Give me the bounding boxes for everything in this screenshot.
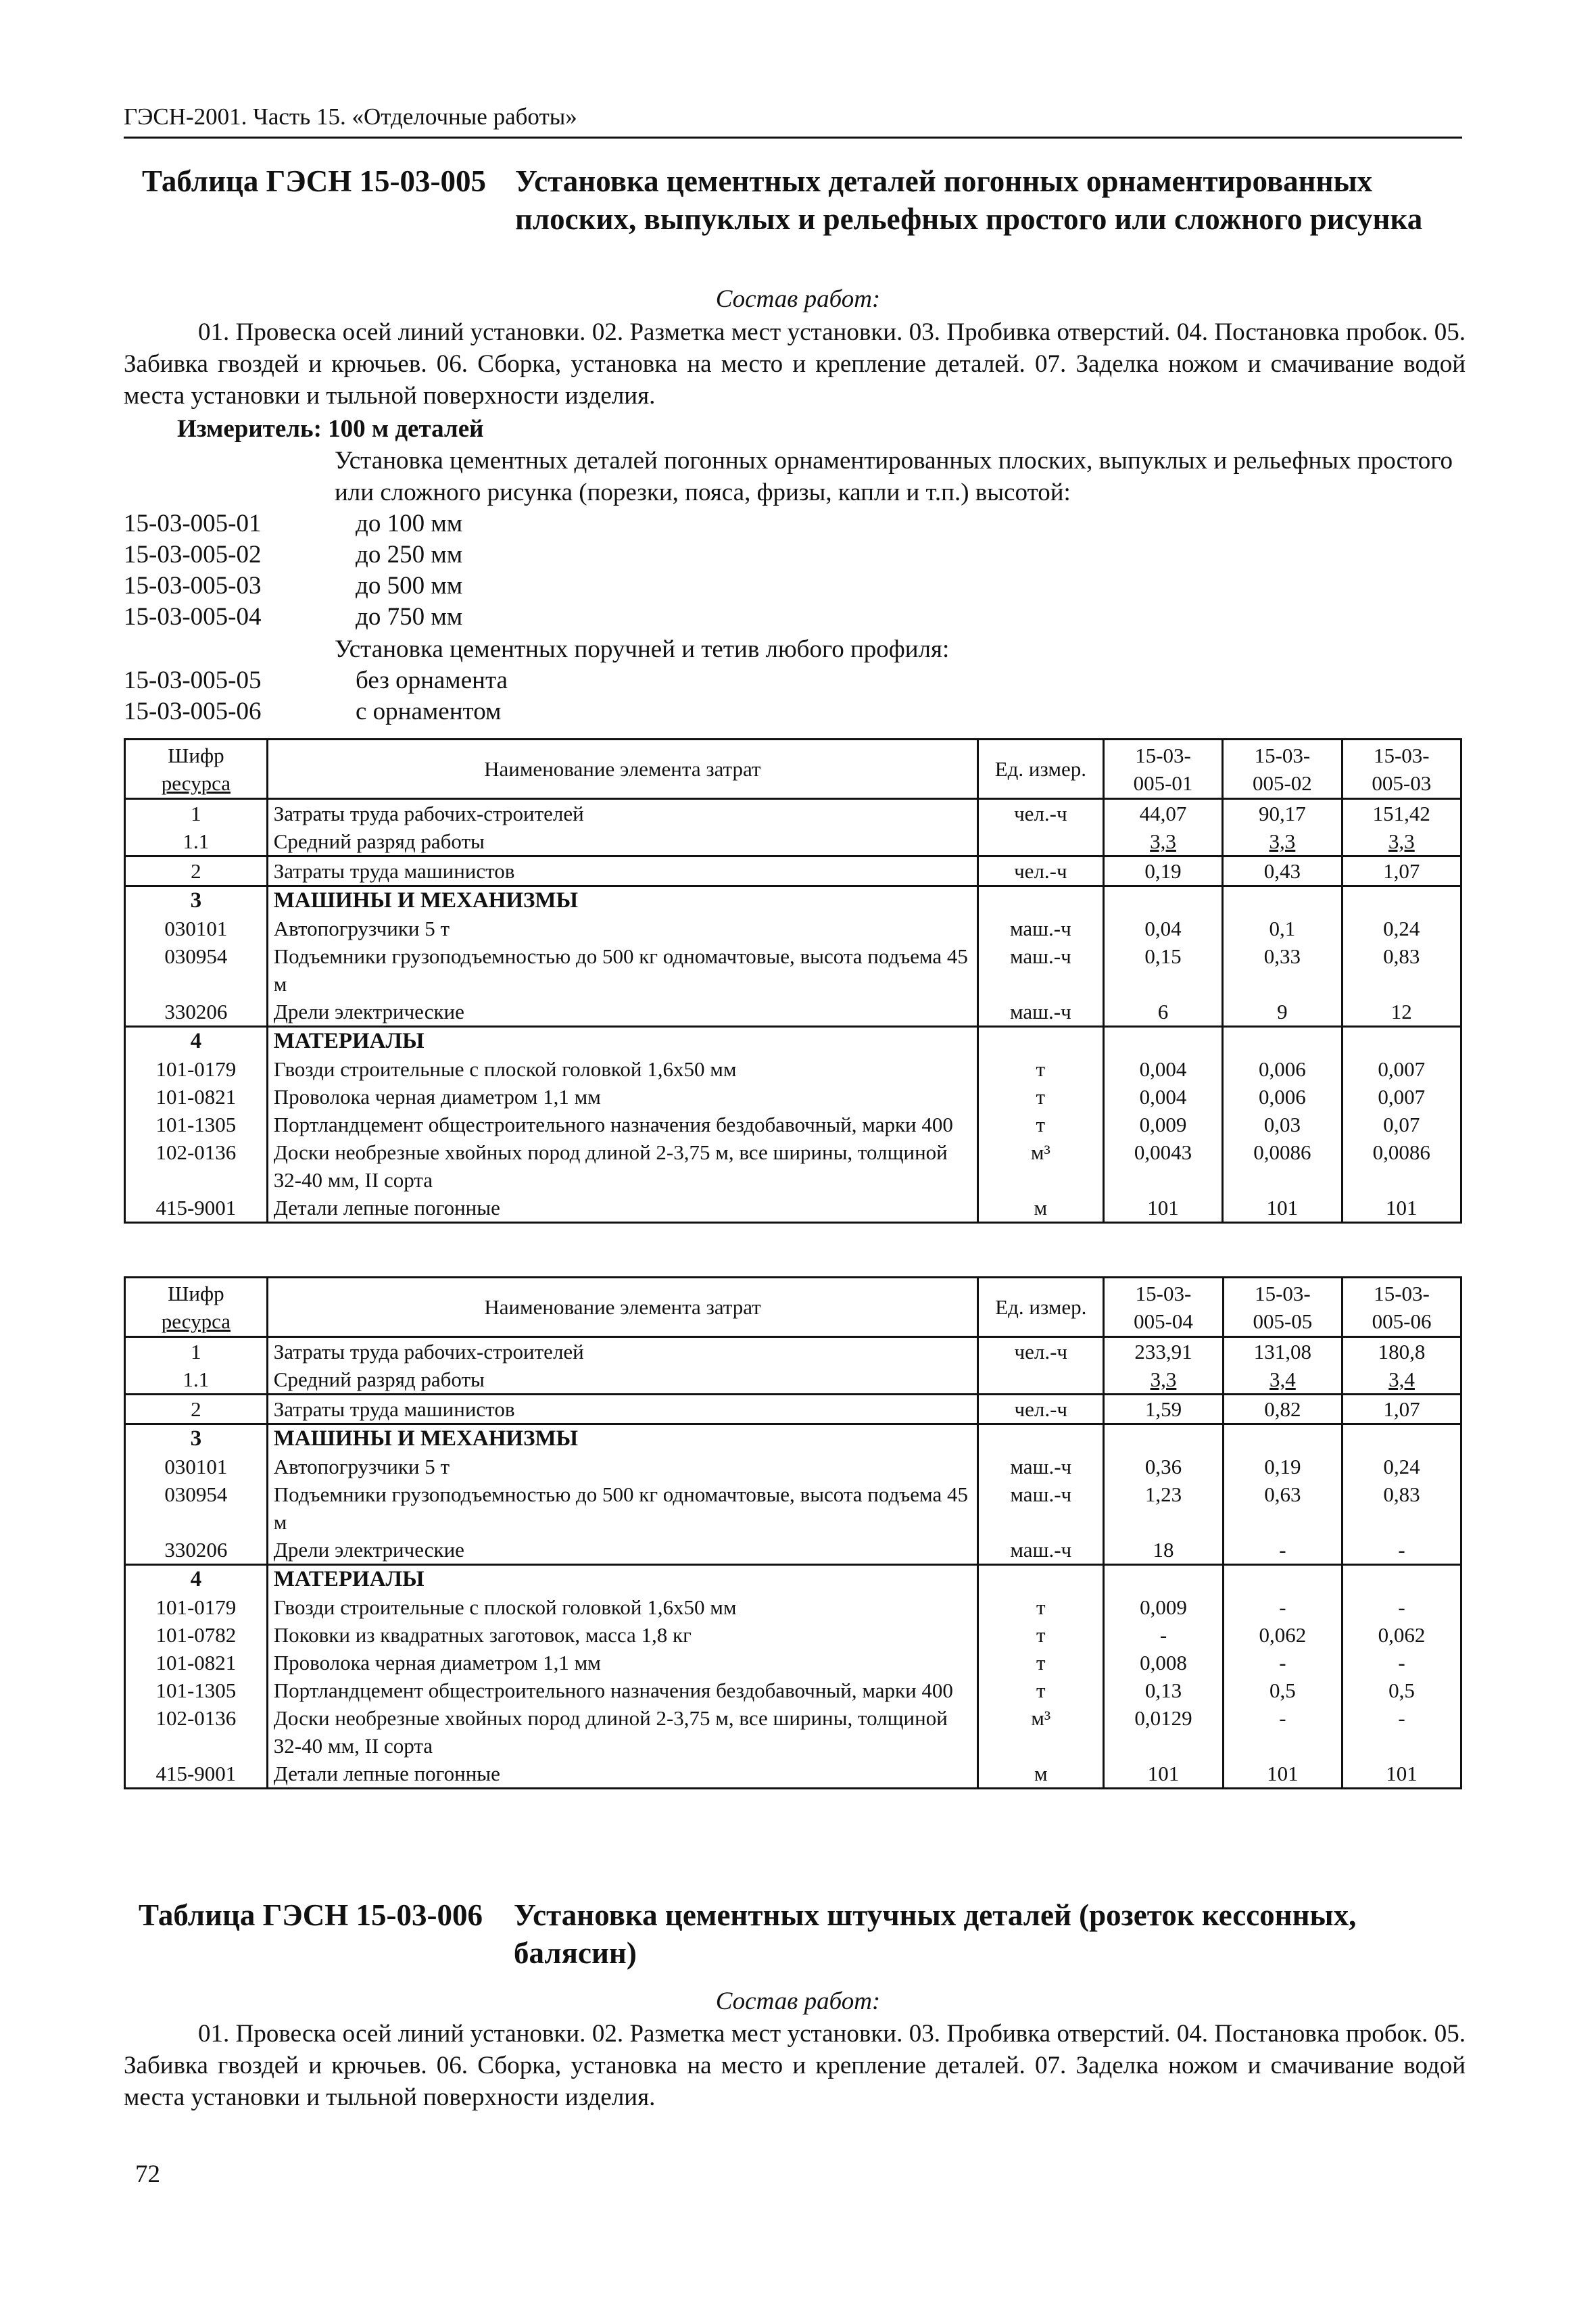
row-value: 1,59 [1104,1395,1223,1424]
table-row [125,915,1461,942]
row-value [1103,1027,1222,1056]
row-unit: м [978,1760,1104,1789]
row-value: 0,19 [1103,857,1222,886]
row-value: 3,3 [1104,1366,1223,1395]
row-value: 1,23 [1104,1480,1223,1536]
row-code: 330206 [125,1536,268,1565]
row-value: 6 [1103,998,1222,1027]
col-code-l2: 005-03 [1372,771,1432,795]
row-code: 3 [125,1424,268,1453]
row-value: - [1104,1621,1223,1649]
col-code-l2: 005-01 [1133,771,1193,795]
group-heading: МАТЕРИАЛЫ [267,1027,977,1056]
table-row [125,1536,1461,1565]
row-value [1223,1565,1342,1594]
row-code: 1.1 [125,1366,268,1395]
row-code: 1 [125,1337,268,1366]
row-code: 030954 [125,1480,268,1536]
row-value [1342,886,1461,915]
header-code-line2: ресурса [161,1309,231,1333]
row-code: 4 [125,1565,268,1594]
row-value: 9 [1223,998,1342,1027]
row-value: 101 [1103,1194,1222,1223]
row-value: 0,009 [1103,1111,1222,1138]
row-value: 0,004 [1103,1055,1222,1083]
row-value: 0,36 [1104,1453,1223,1480]
norm-code: 15-03-005-01 [124,510,262,537]
row-value: 0,19 [1223,1453,1342,1480]
table-row [125,1565,1461,1594]
row-unit [977,1027,1103,1056]
row-value: 0,008 [1104,1649,1223,1676]
row-value: 18 [1104,1536,1223,1565]
row-value: - [1223,1704,1342,1760]
sostav-text: 01. Провеска осей линий установки. 02. Разметка мест установки. 03. Пробивка отверстий. 04. Постановка пробок. 05. Забивка гвоздей и крючьев. 06. Сборка, установка на место и крепление деталей. 07. Заделка ножом и смачивание водой места установки и тыльной поверхности изделия. [124,318,1466,410]
table-row [125,1366,1461,1395]
row-value [1104,1565,1223,1594]
header-name: Наименование элемента затрат [267,1278,977,1337]
row-value: 233,91 [1104,1337,1223,1366]
norm-code: 15-03-005-02 [124,541,262,569]
row-value: 3,3 [1223,827,1342,857]
row-unit: чел.-ч [977,857,1103,886]
row-code: 2 [125,857,268,886]
row-name: Подъемники грузоподъемностью до 500 кг одномачтовые, высота подъема 45 м [267,942,977,998]
row-value: 0,006 [1223,1083,1342,1111]
row-unit: чел.-ч [978,1337,1104,1366]
row-code: 101-0179 [125,1055,268,1083]
row-code: 330206 [125,998,268,1027]
row-code: 415-9001 [125,1760,268,1789]
table-row [125,1424,1461,1453]
row-unit: чел.-ч [977,799,1103,828]
row-unit [978,1366,1104,1395]
row-value [1223,1027,1342,1056]
table-row [125,1704,1461,1760]
table-row [125,998,1461,1027]
row-value: 0,006 [1223,1055,1342,1083]
row-unit: маш.-ч [977,998,1103,1027]
row-value: 3,3 [1103,827,1222,857]
row-value: 0,5 [1343,1676,1461,1704]
norm-desc: до 750 мм [356,603,463,631]
header-norm-col [1342,740,1461,799]
col-code-l1: 15-03- [1135,743,1191,767]
header-unit: Ед. измер. [977,740,1103,799]
row-code: 2 [125,1395,268,1424]
row-value: 0,004 [1103,1083,1222,1111]
header-norm-col [1103,740,1222,799]
row-value: 101 [1223,1194,1342,1223]
row-unit: м³ [978,1704,1104,1760]
row-unit: м³ [977,1138,1103,1194]
row-unit: маш.-ч [978,1536,1104,1565]
row-code: 102-0136 [125,1704,268,1760]
sostav-label-2: Состав работ: [715,1987,881,2015]
table-row [125,1453,1461,1480]
header-code [125,1278,268,1337]
row-value: - [1223,1649,1342,1676]
norm-desc: до 100 мм [356,510,463,537]
row-code: 101-1305 [125,1676,268,1704]
row-name: Автопогрузчики 5 т [267,915,977,942]
row-unit: т [978,1593,1104,1621]
row-value: - [1343,1536,1461,1565]
table-row [125,1083,1461,1111]
row-unit: т [978,1649,1104,1676]
table-row [125,942,1461,998]
table-row [125,857,1461,886]
row-unit: чел.-ч [978,1395,1104,1424]
col-code-l1: 15-03- [1135,1281,1192,1305]
norm-code: 15-03-005-05 [124,667,262,694]
group-heading: МАТЕРИАЛЫ [267,1565,977,1594]
row-code: 3 [125,886,268,915]
row-unit: т [978,1621,1104,1649]
row-value: 0,0086 [1342,1138,1461,1194]
row-value: 180,8 [1343,1337,1461,1366]
row-value [1103,886,1222,915]
header-unit: Ед. измер. [978,1278,1104,1337]
running-head: ГЭСН-2001. Часть 15. «Отделочные работы» [124,101,1462,139]
table-row [125,1676,1461,1704]
row-value: 0,04 [1103,915,1222,942]
row-unit [977,886,1103,915]
row-name: Затраты труда машинистов [267,1395,977,1424]
row-value: 101 [1223,1760,1342,1789]
row-value [1104,1424,1223,1453]
row-value: 0,83 [1343,1480,1461,1536]
row-name: Поковки из квадратных заготовок, масса 1,8 кг [267,1621,977,1649]
table-row [125,1055,1461,1083]
col-code-l1: 15-03- [1374,1281,1430,1305]
table-row [125,1194,1461,1223]
row-name: Портландцемент общестроительного назначения бездобавочный, марки 400 [267,1111,977,1138]
row-value: 0,43 [1223,857,1342,886]
col-code-l1: 15-03- [1255,1281,1311,1305]
col-code-l2: 005-04 [1134,1309,1193,1333]
measure-unit: Измеритель: 100 м деталей [177,415,484,443]
header-name: Наименование элемента затрат [267,740,977,799]
row-code: 101-0821 [125,1083,268,1111]
table-2-caption: Таблица ГЭСН 15-03-006 [139,1898,483,1932]
row-name: Затраты труда рабочих-строителей [267,1337,977,1366]
row-name: Затраты труда машинистов [267,857,977,886]
row-value: 0,15 [1103,942,1222,998]
row-value: 131,08 [1223,1337,1342,1366]
norm-desc: с орнаментом [356,698,502,725]
row-value: - [1343,1593,1461,1621]
row-unit: т [977,1111,1103,1138]
row-name: Средний разряд работы [267,1366,977,1395]
table-row [125,1621,1461,1649]
row-value [1342,1027,1461,1056]
row-value: 0,062 [1343,1621,1461,1649]
norm-code: 15-03-005-04 [124,603,262,631]
row-unit: т [977,1083,1103,1111]
table-2-title: Установка цементных штучных деталей (розеток кессонных, балясин) [514,1898,1357,1970]
row-name: Автопогрузчики 5 т [267,1453,977,1480]
header-norm-col [1223,740,1342,799]
row-unit: т [977,1055,1103,1083]
row-value: 0,24 [1343,1453,1461,1480]
sostav-label: Состав работ: [715,285,881,313]
norm-desc: до 250 мм [356,541,463,569]
row-value: 0,007 [1342,1055,1461,1083]
row-name: Доски необрезные хвойных пород длиной 2-3,75 м, все ширины, толщиной 32-40 мм, II сорта [267,1704,977,1760]
row-value [1343,1424,1461,1453]
row-name: Детали лепные погонные [267,1194,977,1223]
row-value: 0,1 [1223,915,1342,942]
row-name: Гвозди строительные с плоской головкой 1,6х50 мм [267,1055,977,1083]
table-1-heading [142,162,1467,277]
header-code [125,740,268,799]
row-value: - [1343,1704,1461,1760]
norm-code: 15-03-005-03 [124,572,262,600]
row-unit [978,1424,1104,1453]
col-code-l2: 005-06 [1372,1309,1432,1333]
table-row [125,1480,1461,1536]
row-value: 12 [1342,998,1461,1027]
sostav-text-2: 01. Провеска осей линий установки. 02. Разметка мест установки. 03. Пробивка отверстий. 04. Постановка пробок. 05. Забивка гвоздей и крючьев. 06. Сборка, установка на место и крепление деталей. 07. Заделка ножом и смачивание водой места установки и тыльной поверхности изделия. [124,2020,1466,2111]
row-value: 0,007 [1342,1083,1461,1111]
header-norm-col [1343,1278,1461,1337]
row-unit [978,1565,1104,1594]
row-code: 030954 [125,942,268,998]
group-heading: МАШИНЫ И МЕХАНИЗМЫ [267,886,977,915]
row-code: 101-0821 [125,1649,268,1676]
header-norm-col [1104,1278,1223,1337]
row-code: 102-0136 [125,1138,268,1194]
row-unit [977,827,1103,857]
table-header-row [125,740,1461,799]
row-code: 1 [125,799,268,828]
header-code-line1: Шифр [168,743,224,767]
table-row [125,886,1461,915]
table-header-row [125,1278,1461,1337]
table-row [125,1111,1461,1138]
resource-table-a [124,738,1462,1224]
row-name: Затраты труда рабочих-строителей [267,799,977,828]
row-value: 0,0086 [1223,1138,1342,1194]
row-code: 101-0782 [125,1621,268,1649]
row-name: Проволока черная диаметром 1,1 мм [267,1649,977,1676]
row-code: 101-0179 [125,1593,268,1621]
col-code-l2: 005-05 [1253,1309,1313,1333]
group-1-description: Установка цементных деталей погонных орнаментированных плоских, выпуклых и рельефных простого или сложного рисунка (порезки, пояса, фризы, капли и т.п.) высотой: [335,447,1453,506]
col-code-l2: 005-02 [1252,771,1312,795]
col-code-l1: 15-03- [1254,743,1311,767]
row-value: 0,03 [1223,1111,1342,1138]
row-value: 151,42 [1342,799,1461,828]
resource-table-b-body [125,1337,1461,1789]
row-value: 0,83 [1342,942,1461,998]
norm-desc: без орнамента [356,667,508,694]
col-code-l1: 15-03- [1373,743,1430,767]
table-row [125,1027,1461,1056]
row-value: 0,07 [1342,1111,1461,1138]
row-value: 0,13 [1104,1676,1223,1704]
row-value [1223,886,1342,915]
row-value: 1,07 [1342,857,1461,886]
norm-code: 15-03-005-06 [124,698,262,725]
row-name: Доски необрезные хвойных пород длиной 2-3,75 м, все ширины, толщиной 32-40 мм, II сорта [267,1138,977,1194]
row-unit: маш.-ч [978,1480,1104,1536]
row-value [1343,1565,1461,1594]
row-value: 0,5 [1223,1676,1342,1704]
row-code: 030101 [125,1453,268,1480]
row-name: Гвозди строительные с плоской головкой 1,6х50 мм [267,1593,977,1621]
row-unit: м [977,1194,1103,1223]
row-code: 4 [125,1027,268,1056]
row-value: 1,07 [1343,1395,1461,1424]
row-value: 44,07 [1103,799,1222,828]
row-value: 0,63 [1223,1480,1342,1536]
table-1-caption: Таблица ГЭСН 15-03-005 [142,164,486,198]
row-value: 101 [1342,1194,1461,1223]
resource-table-a-body [125,799,1461,1223]
row-name: Подъемники грузоподъемностью до 500 кг одномачтовые, высота подъема 45 м [267,1480,977,1536]
header-norm-col [1223,1278,1342,1337]
row-value: 3,4 [1223,1366,1342,1395]
row-name: Портландцемент общестроительного назначения бездобавочный, марки 400 [267,1676,977,1704]
header-code-line2: ресурса [161,771,231,795]
group-heading: МАШИНЫ И МЕХАНИЗМЫ [267,1424,977,1453]
norm-desc: до 500 мм [356,572,463,600]
row-value: 0,82 [1223,1395,1342,1424]
row-unit: маш.-ч [977,915,1103,942]
table-row [125,799,1461,828]
row-value: 0,33 [1223,942,1342,998]
row-value: - [1343,1649,1461,1676]
row-value: 101 [1104,1760,1223,1789]
row-value: 0,24 [1342,915,1461,942]
resource-table-b [124,1276,1462,1789]
row-value: 0,062 [1223,1621,1342,1649]
row-name: Детали лепные погонные [267,1760,977,1789]
row-value: 3,3 [1342,827,1461,857]
table-2-heading [139,1896,1464,1977]
row-code: 1.1 [125,827,268,857]
row-name: Дрели электрические [267,1536,977,1565]
row-value: - [1223,1593,1342,1621]
row-name: Средний разряд работы [267,827,977,857]
group-2-description: Установка цементных поручней и тетив любого профиля: [335,635,950,663]
page-number: 72 [135,2161,160,2188]
table-row [125,1593,1461,1621]
row-code: 101-1305 [125,1111,268,1138]
row-code: 030101 [125,915,268,942]
table-row [125,1337,1461,1366]
row-name: Проволока черная диаметром 1,1 мм [267,1083,977,1111]
row-unit: маш.-ч [977,942,1103,998]
row-value: 0,0043 [1103,1138,1222,1194]
row-value [1223,1424,1342,1453]
row-value: 3,4 [1343,1366,1461,1395]
table-row [125,1395,1461,1424]
table-row [125,1138,1461,1194]
table-row [125,1760,1461,1789]
row-value: 101 [1343,1760,1461,1789]
row-name: Дрели электрические [267,998,977,1027]
table-row [125,1649,1461,1676]
table-1-title: Установка цементных деталей погонных орнаментированных плоских, выпуклых и рельефных простого или сложного рисунка [515,164,1423,236]
row-unit: маш.-ч [978,1453,1104,1480]
header-code-line1: Шифр [168,1281,224,1305]
table-row [125,827,1461,857]
row-value: 0,0129 [1104,1704,1223,1760]
row-value: 90,17 [1223,799,1342,828]
row-value: 0,009 [1104,1593,1223,1621]
row-unit: т [978,1676,1104,1704]
row-code: 415-9001 [125,1194,268,1223]
row-value: - [1223,1536,1342,1565]
